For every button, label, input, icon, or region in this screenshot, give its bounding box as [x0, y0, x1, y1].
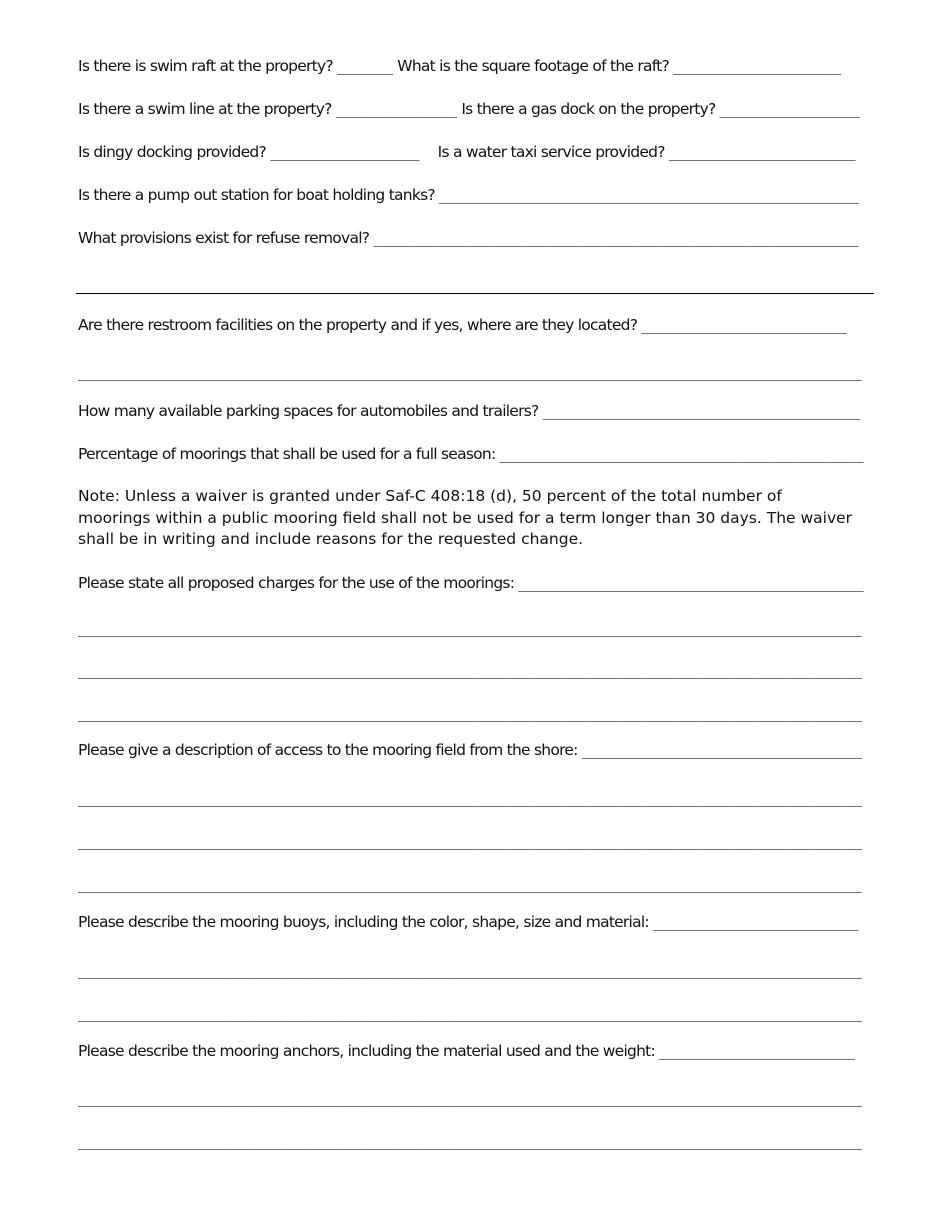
row-dingy-docking [78, 142, 856, 162]
answer-line[interactable] [78, 660, 862, 680]
question-swim-raft: Is there is swim raft at the property? [78, 57, 333, 75]
row-swim-line [78, 99, 860, 119]
answer-line[interactable] [78, 960, 862, 980]
answer-charges-line-4[interactable]: ____________________________________________________________________________________ [78, 704, 862, 722]
answer-buoys[interactable]: ______________________ [653, 913, 859, 931]
question-access: Please give a description of access to the mooring field from the shore: [78, 741, 578, 759]
answer-line[interactable] [78, 1088, 862, 1108]
answer-anchors-line-2[interactable]: ____________________________________________________________________________________ [78, 1089, 862, 1107]
question-gas-dock: Is there a gas dock on the property? [461, 100, 716, 118]
answer-access[interactable]: ______________________________ [581, 741, 862, 759]
row-restrooms [78, 315, 847, 335]
row-parking [78, 401, 860, 421]
answer-parking[interactable]: __________________________________ [542, 402, 860, 420]
answer-restrooms[interactable]: ______________________ [641, 316, 847, 334]
answer-restrooms-continued[interactable]: ____________________________________________________________________________________ [78, 363, 862, 381]
row-refuse-removal [78, 228, 859, 248]
answer-line[interactable] [78, 618, 862, 638]
row-charges [78, 573, 864, 593]
row-pump-out [78, 185, 859, 205]
answer-water-taxi[interactable]: ____________________ [668, 143, 856, 161]
answer-swim-line[interactable]: _____________ [335, 100, 458, 118]
answer-access-line-2[interactable]: ____________________________________________________________________________________ [78, 789, 862, 807]
answer-access-line-4[interactable]: ____________________________________________________________________________________ [78, 875, 862, 893]
answer-swim-raft[interactable]: ______ [337, 57, 394, 75]
answer-full-season[interactable]: _______________________________________ [499, 445, 864, 463]
question-raft-square-footage: What is the square footage of the raft? [397, 57, 669, 75]
question-pump-out: Is there a pump out station for boat holding tanks? [78, 186, 435, 204]
question-swim-line: Is there a swim line at the property? [78, 100, 332, 118]
answer-buoys-line-2[interactable]: ____________________________________________________________________________________ [78, 961, 862, 979]
answer-raft-square-footage[interactable]: __________________ [673, 57, 842, 75]
answer-line[interactable] [78, 1003, 862, 1023]
section-divider [76, 293, 874, 294]
question-restrooms: Are there restroom facilities on the property and if yes, where are they located? [78, 316, 638, 334]
row-swim-raft [78, 56, 841, 76]
row-full-season [78, 444, 864, 464]
row-anchors [78, 1041, 855, 1061]
answer-anchors[interactable]: _____________________ [659, 1042, 856, 1060]
question-buoys: Please describe the mooring buoys, including the color, shape, size and material: [78, 913, 649, 931]
answer-charges-line-2[interactable]: ____________________________________________________________________________________ [78, 619, 862, 637]
question-parking: How many available parking spaces for automobiles and trailers? [78, 402, 539, 420]
question-charges: Please state all proposed charges for the use of the moorings: [78, 574, 515, 592]
question-refuse-removal: What provisions exist for refuse removal? [78, 229, 370, 247]
answer-line[interactable] [78, 831, 862, 851]
answer-refuse-removal[interactable]: ____________________________________________________ [373, 229, 859, 247]
answer-line[interactable] [78, 1131, 862, 1151]
question-water-taxi: Is a water taxi service provided? [437, 143, 665, 161]
answer-buoys-line-3[interactable]: ____________________________________________________________________________________ [78, 1004, 862, 1022]
answer-charges-line-3[interactable]: ____________________________________________________________________________________ [78, 661, 862, 679]
answer-charges[interactable]: _____________________________________ [518, 574, 864, 592]
answer-anchors-line-3[interactable]: ____________________________________________________________________________________ [78, 1132, 862, 1150]
answer-pump-out[interactable]: _____________________________________________ [439, 186, 860, 204]
row-buoys [78, 912, 858, 932]
row-access [78, 740, 862, 760]
answer-access-line-3[interactable]: ____________________________________________________________________________________ [78, 832, 862, 850]
answer-dingy-docking[interactable]: ________________ [270, 143, 420, 161]
answer-line[interactable] [78, 788, 862, 808]
answer-line[interactable] [78, 703, 862, 723]
answer-line[interactable] [78, 362, 862, 382]
question-anchors: Please describe the mooring anchors, including the material used and the weight: [78, 1042, 655, 1060]
waiver-note: Note: Unless a waiver is granted under Saf-C 408:18 (d), 50 percent of the total number of moorings within a public mooring field shall not be used for a term longer than 30 days. The waiver shall be in writing and include reasons for the requested change. [78, 487, 853, 548]
question-dingy-docking: Is dingy docking provided? [78, 143, 266, 161]
answer-gas-dock[interactable]: _______________ [719, 100, 860, 118]
question-full-season: Percentage of moorings that shall be used for a full season: [78, 445, 496, 463]
answer-line[interactable] [78, 874, 862, 894]
